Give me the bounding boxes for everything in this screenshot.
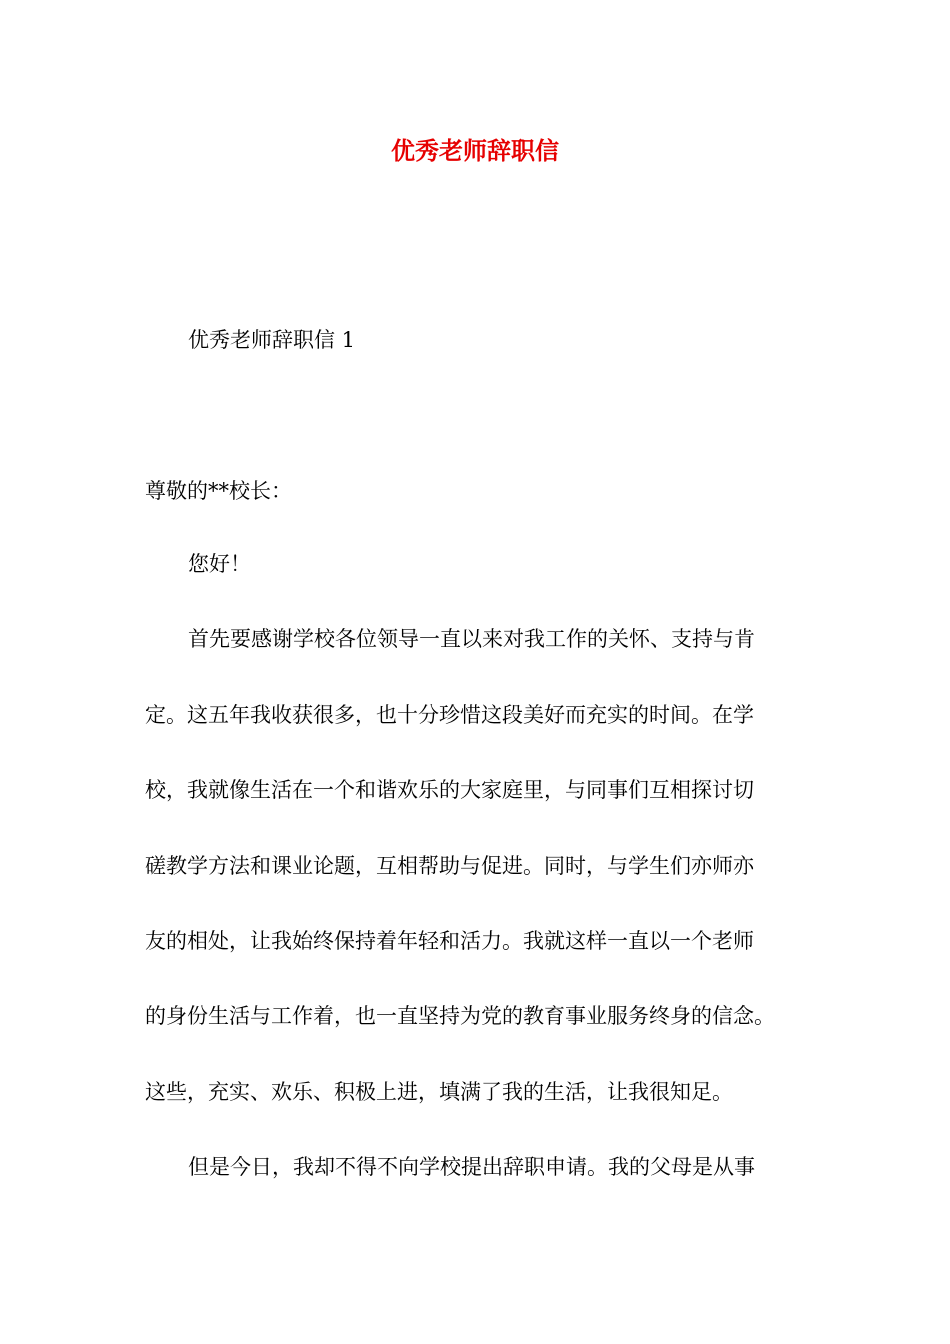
paragraph-line: 这些，充实、欢乐、积极上进，填满了我的生活，让我很知足。: [145, 1080, 733, 1104]
greeting: 您好！: [188, 552, 251, 576]
document-title: 优秀老师辞职信: [391, 136, 559, 165]
paragraph-line: 磋教学方法和课业论题，互相帮助与促进。同时，与学生们亦师亦: [145, 854, 754, 878]
salutation: 尊敬的**校长：: [145, 479, 292, 503]
paragraph-line: 校，我就像生活在一个和谐欢乐的大家庭里，与同事们互相探讨切: [145, 778, 754, 802]
letter-subtitle: 优秀老师辞职信 1: [188, 328, 356, 352]
paragraph-line: 的身份生活与工作着，也一直坚持为党的教育事业服务终身的信念。: [145, 1004, 775, 1028]
paragraph-line: 首先要感谢学校各位领导一直以来对我工作的关怀、支持与肯: [188, 627, 755, 651]
paragraph-line: 友的相处，让我始终保持着年轻和活力。我就这样一直以一个老师: [145, 929, 754, 953]
paragraph-line: 定。这五年我收获很多，也十分珍惜这段美好而充实的时间。在学: [145, 703, 754, 727]
paragraph-line: 但是今日，我却不得不向学校提出辞职申请。我的父母是从事: [188, 1155, 755, 1179]
